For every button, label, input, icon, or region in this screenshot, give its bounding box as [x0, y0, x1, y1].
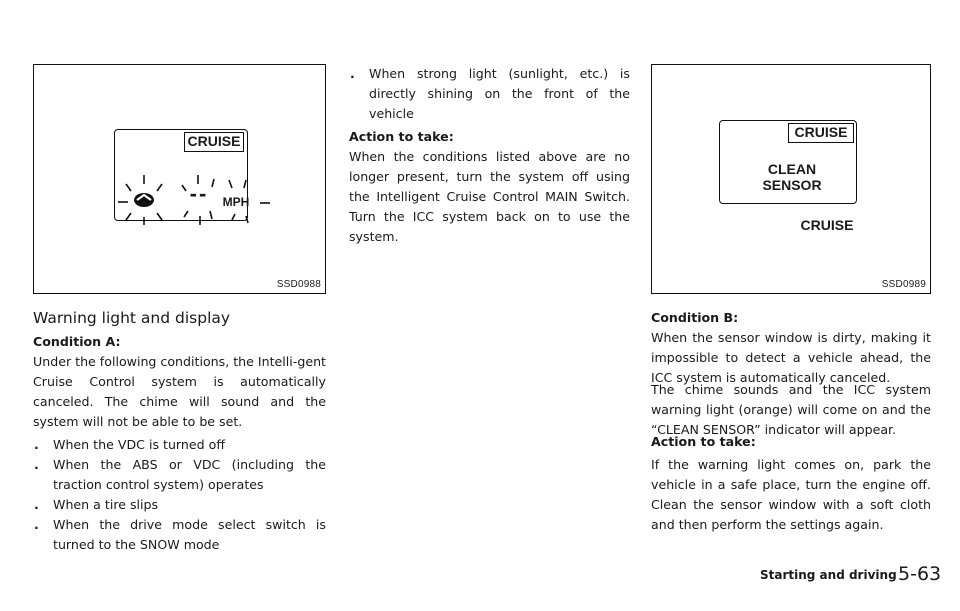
section-heading: Warning light and display: [33, 309, 231, 327]
cruise-tag: CRUISE: [788, 123, 854, 143]
clean-label: CLEAN: [767, 161, 817, 177]
bullet-symbol: .: [34, 457, 39, 472]
bullet-symbol: .: [34, 437, 39, 452]
condition-b-label: Condition B:: [651, 310, 739, 325]
action-label: Action to take:: [651, 434, 756, 449]
figure-ssd0988: [33, 64, 326, 294]
bullet-symbol: .: [34, 517, 39, 532]
cruise-tag: CRUISE: [184, 132, 244, 152]
condition-a-intro: Under the following conditions, the Intelli-gent Cruise Control system is automatically canceled. The chime will sound and the system will not be able to be set.: [33, 354, 326, 429]
condition-b-para-2: The chime sounds and the ICC system warning light (orange) will come on and the “CLEAN SENSOR” indicator will appear.: [651, 382, 931, 437]
figure-label: SSD0989: [881, 279, 926, 290]
sensor-label: SENSOR: [762, 177, 822, 193]
figure-label: SSD0988: [276, 279, 321, 290]
list-item: . When the VDC is turned off: [33, 435, 326, 455]
condition-b-para-1: When the sensor window is dirty, making it impossible to detect a vehicle ahead, the ICC system is automatically canceled.: [651, 330, 931, 385]
flashing-icons-graphic: [34, 65, 327, 295]
list-item: . When strong light (sunlight, etc.) is directly shining on the front of the vehicle: [350, 66, 630, 121]
cruise-indicator: CRUISE: [800, 217, 854, 233]
action-text: When the conditions listed above are no longer present, turn the system off using the Intelligent Cruise Control MAIN Switch. Turn the ICC system back on to use the system.: [349, 149, 630, 244]
footer-section-title: Starting and driving: [760, 568, 897, 582]
list-item: . When the drive mode select switch is turned to the SNOW mode: [34, 517, 326, 552]
condition-a-label: Condition A:: [33, 334, 121, 349]
page-number: 5-63: [898, 563, 942, 585]
bullet-symbol: .: [34, 497, 39, 512]
list-item: . When a tire slips: [33, 495, 326, 515]
bullet-symbol: .: [350, 66, 355, 81]
dash-readout: --: [189, 181, 209, 206]
mph-label: MPH: [222, 195, 250, 209]
figure-ssd0989: [651, 64, 931, 294]
list-item: . When the ABS or VDC (including the traction control system) operates: [34, 457, 326, 492]
action-text: If the warning light comes on, park the vehicle in a safe place, turn the engine off. Clean the sensor window with a soft cloth and then perform the settings again.: [651, 457, 931, 532]
action-label: Action to take:: [349, 129, 454, 144]
